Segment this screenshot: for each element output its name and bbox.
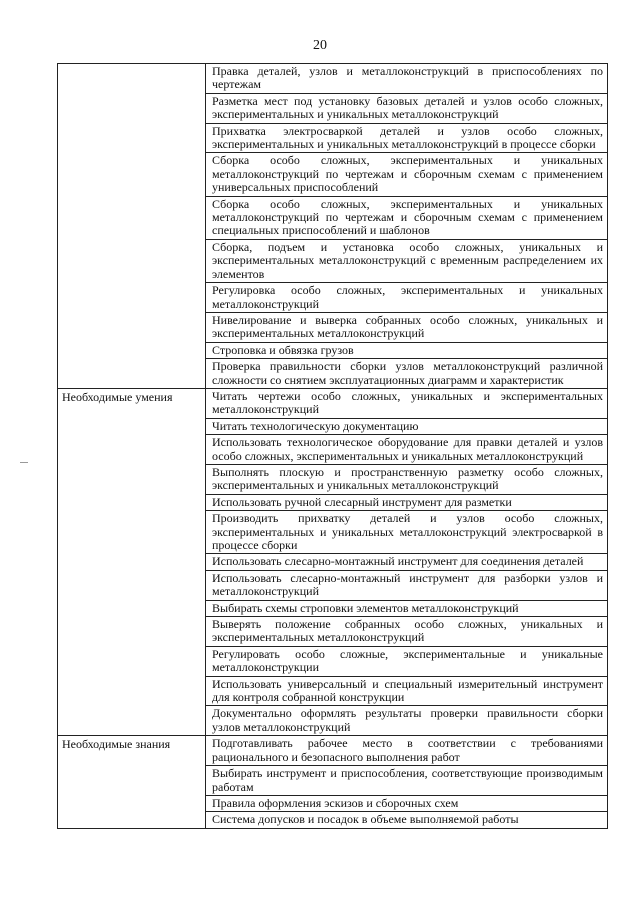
section-label: Необходимые знания [58, 736, 206, 828]
list-item: Сборка особо сложных, экспериментальных и уникальных металлоконструкций по чертежам и сборочным схемам с применением универсальных приспособлений [206, 153, 607, 196]
section-row-labor-actions [58, 64, 608, 389]
page-number: 20 [313, 38, 327, 53]
section-label [58, 64, 206, 389]
section-row-required-skills [58, 388, 608, 735]
list-item: Выполнять плоскую и пространственную разметку особо сложных, экспериментальных и уникальных металлоконструкций [206, 465, 607, 495]
list-item: Использовать ручной слесарный инструмент для разметки [206, 495, 607, 511]
list-item: Использовать технологическое оборудование для правки деталей и узлов особо сложных, экспериментальных и уникальных металлоконструкций [206, 435, 607, 465]
section-items [206, 736, 608, 828]
list-item: Нивелирование и выверка собранных особо сложных, уникальных и экспериментальных металлоконструкций [206, 313, 607, 343]
list-item: Подготавливать рабочее место в соответствии с требованиями рационального и безопасного выполнения работ [206, 736, 607, 766]
list-item: Документально оформлять результаты проверки правильности сборки узлов металлоконструкций [212, 706, 603, 734]
list-item: Использовать слесарно-монтажный инструмент для соединения деталей [206, 554, 607, 570]
list-item: Правила оформления эскизов и сборочных схем [206, 796, 607, 812]
section-items [206, 64, 608, 389]
list-item: Правка деталей, узлов и металлоконструкций в приспособлениях по чертежам [206, 64, 607, 94]
list-item: Строповка и обвязка грузов [206, 343, 607, 359]
list-item: Использовать слесарно-монтажный инструмент для разборки узлов и металлоконструкций [206, 571, 607, 601]
list-item: Сборка, подъем и установка особо сложных, уникальных и экспериментальных металлоконструкций с временным распределением их элементов [206, 240, 607, 283]
list-item: Использовать универсальный и специальный измерительный инструмент для контроля собранной конструкции [206, 677, 607, 707]
list-item: Выбирать схемы строповки элементов металлоконструкций [206, 601, 607, 617]
list-item: Прихватка электросваркой деталей и узлов особо сложных, экспериментальных и уникальных металлоконструкций в процессе сборки [206, 124, 607, 154]
list-item: Разметка мест под установку базовых деталей и узлов особо сложных, экспериментальных и уникальных металлоконструкций [206, 94, 607, 124]
list-item: Регулировка особо сложных, экспериментальных и уникальных металлоконструкций [206, 283, 607, 313]
margin-mark [20, 462, 28, 463]
list-item: Производить прихватку деталей и узлов особо сложных, экспериментальных и уникальных металлоконструкций электросваркой в процессе сборки [206, 511, 607, 554]
list-item: Читать чертежи особо сложных, уникальных и экспериментальных металлоконструкций [206, 389, 607, 419]
list-item: Выверять положение собранных особо сложных, уникальных и экспериментальных металлоконструкций [206, 617, 607, 647]
list-item: Регулировать особо сложные, экспериментальные и уникальные металлоконструкции [206, 647, 607, 677]
list-item: Сборка особо сложных, экспериментальных и уникальных металлоконструкций по чертежам и сборочным схемам с применением специальных приспособлений и шаблонов [206, 197, 607, 240]
section-items [206, 388, 608, 735]
section-label: Необходимые умения [58, 388, 206, 735]
list-item: Система допусков и посадок в объеме выполняемой работы [212, 812, 519, 827]
list-item: Выбирать инструмент и приспособления, соответствующие производимым работам [206, 766, 607, 796]
list-item: Читать технологическую документацию [206, 419, 607, 435]
section-row-required-knowledge [58, 736, 608, 828]
requirements-table [57, 63, 608, 829]
list-item: Проверка правильности сборки узлов металлоконструкций различной сложности со снятием эксплуатационных диаграмм и характеристик [212, 359, 603, 387]
